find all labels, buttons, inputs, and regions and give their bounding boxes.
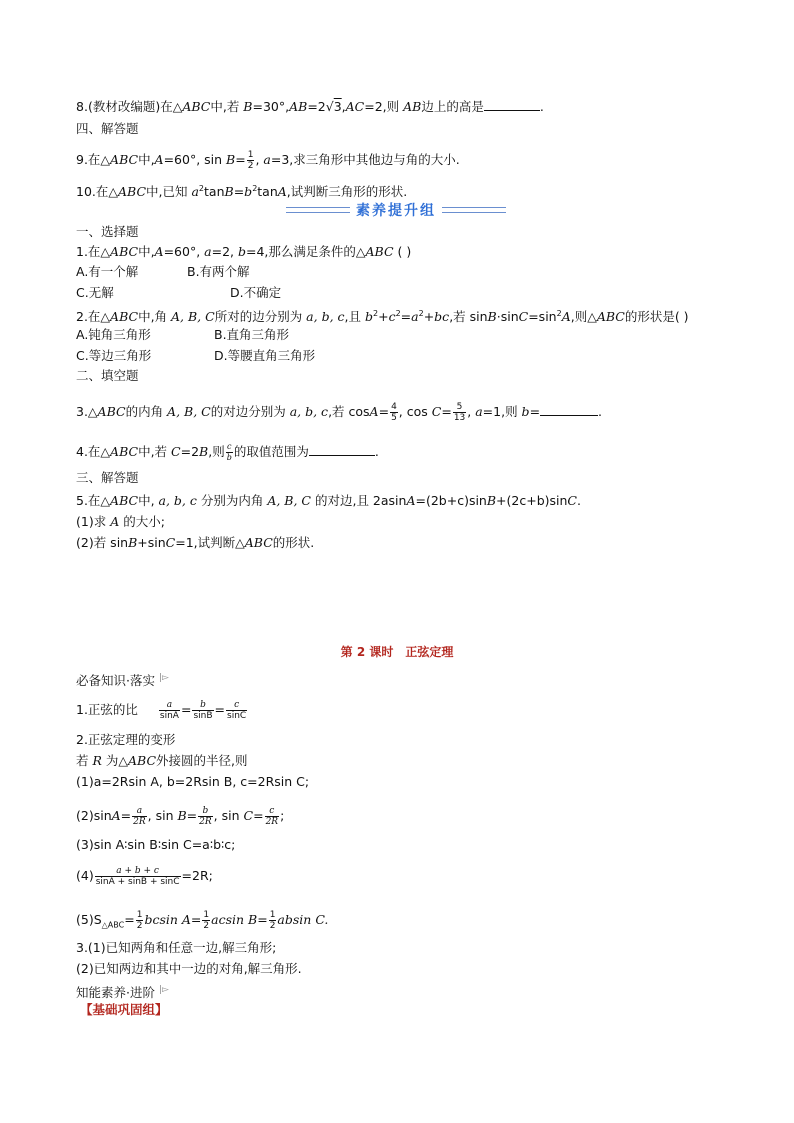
problem-1: 1.在△ABC中,A=60°, a=2, b=4,那么满足条件的△ABC ( ) <box>76 244 412 259</box>
section-heading: 四、解答题 <box>76 121 139 136</box>
option-d[interactable]: D.等腰直角三角形 <box>214 348 316 363</box>
answer-blank[interactable] <box>309 443 375 456</box>
lesson-title: 第 2 课时 正弦定理 <box>340 645 454 659</box>
flag-icon: |▻ <box>158 985 169 995</box>
banner-title: 素养提升组 <box>356 203 436 219</box>
problem-2: 2.在△ABC中,角 A, B, C所对的边分别为 a, b, c,且 $b^2+c^2=a^2+bc$,若 $\sin B\cdot\sin C=\sin^2A$,则△ABC的形状是( ) <box>76 309 689 325</box>
group-label: 【基础巩固组】 <box>80 1002 168 1017</box>
problem-4: 4.在△ABC中,若 C=2B,则 $\frac{c}{b}$ 的取值范围为 . <box>76 442 379 462</box>
section-banner <box>286 201 506 219</box>
fraction: $\frac{1}{2}$ <box>269 910 276 931</box>
fraction: $\frac{a}{\sin A}$ <box>159 700 179 721</box>
option-a[interactable]: A.钝角三角形 <box>76 327 151 342</box>
knowledge-2-item-1: (1)a=2Rsin A, b=2Rsin B, c=2Rsin C; <box>76 774 310 789</box>
knowledge-2-intro: 若 R 为△ABC外接圆的半径,则 <box>76 753 248 768</box>
fraction: $\frac{a + b + c}{\sin A + \sin B + \sin C}$ <box>95 866 180 887</box>
answer-blank[interactable] <box>540 403 598 416</box>
option-a[interactable]: A.有一个解 <box>76 264 139 279</box>
problem-5-part-2: (2)若 sinB+sinC=1,试判断△ABC的形状. <box>76 535 315 550</box>
fraction: $\frac{5}{13}$ <box>453 402 466 423</box>
fraction: $\frac{c}{b}$ <box>226 442 232 462</box>
question-10: 10.在△ABC中,已知 $a^2\tan B=b^2\tan A$,试判断三角形的形状. <box>76 184 408 200</box>
fraction: $\frac{c}{2R}$ <box>265 806 279 827</box>
banner-rule-right <box>442 207 506 213</box>
knowledge-2: 2.正弦定理的变形 <box>76 732 176 747</box>
problem-5-part-1: (1)求 A 的大小; <box>76 514 165 529</box>
flag-icon: |▻ <box>158 673 169 683</box>
fraction: $\frac{4}{5}$ <box>391 402 397 423</box>
fraction: $\frac{c}{\sin C}$ <box>227 700 247 721</box>
knowledge-3-item-1: 3.(1)已知两角和任意一边,解三角形; <box>76 940 277 955</box>
sqrt-symbol: √3 <box>325 99 342 114</box>
banner-rule-left <box>286 207 350 213</box>
problem-5: 5.在△ABC中, a, b, c 分别为内角 A, B, C 的对边,且 2asinA=(2b+c)sinB+(2c+b)sinC. <box>76 493 581 508</box>
section-heading: 二、填空题 <box>76 368 139 383</box>
option-c[interactable]: C.无解 <box>76 285 114 300</box>
option-d[interactable]: D.不确定 <box>230 285 282 300</box>
question-9: 9.在△ABC中,A=60°, sin B= $\frac{1}{2}$ , a=3,求三角形中其他边与角的大小. <box>76 150 460 171</box>
section-heading: 三、解答题 <box>76 470 139 485</box>
knowledge-1: 1.正弦的比 $\frac{a}{\sin A}$ = $\frac{b}{\sin B}$ = $\frac{c}{\sin C}$ <box>76 700 247 721</box>
fraction: $\frac{1}{2}$ <box>247 150 254 171</box>
problem-3: 3.△ABC的内角 A, B, C的对边分别为 a, b, c,若 cosA= $\frac{4}{5}$ , cos C= $\frac{5}{13}$ , a=1,则 b= . <box>76 402 603 423</box>
question-8: 8.(教材改编题)在△ABC中,若 B=30°,AB=2√3,AC=2,则 AB边上的高是 . <box>76 99 544 114</box>
knowledge-heading: 必备知识·落实 |▻ <box>76 673 169 689</box>
knowledge-2-item-2: (2)sinA= $\frac{a}{2R}$ , sin B= $\frac{b}{2R}$ , sin C= $\frac{c}{2R}$ ; <box>76 806 285 827</box>
knowledge-3-item-2: (2)已知两边和其中一边的对角,解三角形. <box>76 961 302 976</box>
knowledge-heading-2: 知能素养·进阶 |▻ <box>76 985 169 1001</box>
fraction: $\frac{1}{2}$ <box>136 910 143 931</box>
knowledge-2-item-3: (3)sin A∶sin B∶sin C=a∶b∶c; <box>76 837 236 852</box>
section-heading: 一、选择题 <box>76 224 139 239</box>
fraction: $\frac{b}{\sin B}$ <box>193 700 213 721</box>
answer-blank[interactable] <box>484 98 540 111</box>
fraction: $\frac{a}{2R}$ <box>133 806 146 827</box>
knowledge-2-item-4: (4) $\frac{a + b + c}{\sin A + \sin B + \sin C}$ =2R; <box>76 866 213 887</box>
option-b[interactable]: B.有两个解 <box>187 264 250 279</box>
option-b[interactable]: B.直角三角形 <box>214 327 290 342</box>
option-c[interactable]: C.等边三角形 <box>76 348 152 363</box>
fraction: $\frac{b}{2R}$ <box>199 806 212 827</box>
fraction: $\frac{1}{2}$ <box>203 910 210 931</box>
knowledge-2-item-5: $(5)S_{\triangle ABC}=$ $\frac{1}{2}$ bcsin A= $\frac{1}{2}$ acsin B= $\frac{1}{2}$ absin C. <box>76 910 329 931</box>
